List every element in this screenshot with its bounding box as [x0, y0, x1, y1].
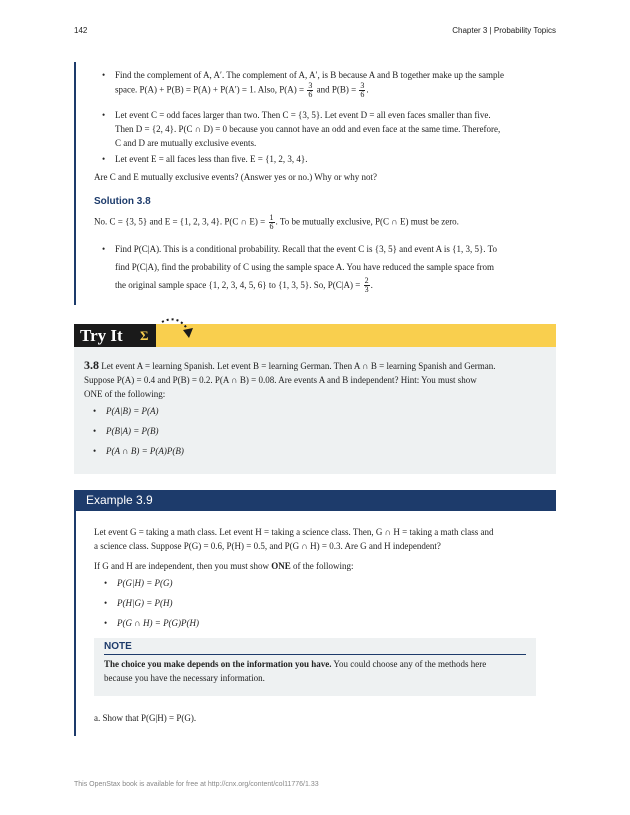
list-item [117, 596, 417, 610]
note-bold-text: The choice you make depends on the information you have. [104, 659, 332, 669]
list-item [115, 68, 545, 99]
bullet-text: Find the complement of A, A′. The complement of A, A′, is B because A and B together make up the sample [115, 70, 504, 80]
example-item: P(G|H) = P(G) [117, 578, 173, 588]
note-line: because you have the necessary information. [104, 673, 265, 683]
solution-title: Solution 3.8 [94, 196, 151, 207]
page-footer: This OpenStax book is available for free at http://cnx.org/content/col11776/1.33 [74, 781, 319, 788]
solution-text: No. C = {3, 5} and E = {1, 2, 3, 4}. P(C ∩ E) = [94, 216, 266, 227]
page-header [74, 26, 556, 40]
solution-text: . To be mutually exclusive, P(C ∩ E) must be zero. [275, 216, 459, 227]
fraction-numerator: 3 [360, 81, 365, 90]
bullet-text: and P(B) = [316, 84, 357, 95]
fraction [364, 277, 370, 294]
list-item [106, 444, 406, 458]
bullet-text: Let event E = all faces less than five. E = {1, 2, 3, 4}. [115, 154, 308, 164]
bullet-text: C and D are mutually exclusive events. [115, 138, 257, 148]
fraction-denominator: 3 [364, 285, 369, 295]
list-item [106, 424, 406, 438]
tryit-line: Let event A = learning Spanish. Let event B = learning German. Then A ∩ B = learning Spanish and German. [101, 361, 496, 371]
bullet-text: space. P(A) + P(B) = P(A) + P(A′) = 1. Also, P(A) = [115, 84, 305, 95]
fraction-denominator: 6 [360, 90, 365, 99]
tryit-item: P(A|B) = P(A) [106, 406, 159, 416]
fraction-numerator: 3 [308, 81, 313, 90]
tryit-line: ONE of the following: [84, 389, 166, 399]
fraction [269, 214, 275, 231]
fraction-numerator: 2 [364, 276, 369, 286]
list-item [106, 404, 406, 418]
page-number: 142 [74, 26, 88, 35]
fraction-denominator: 6 [269, 222, 274, 231]
tryit-number: 3.8 [84, 358, 99, 372]
bullet-text: Then D = {2, 4}. P(C ∩ D) = 0 because you cannot have an odd and even face at the same time. Therefore, [115, 124, 501, 134]
note-text [104, 657, 534, 685]
fraction-numerator: 1 [269, 213, 274, 222]
bullet-text: the original sample space {1, 2, 3, 4, 5, 6} to {1, 3, 5}. So, P(C|A) = [115, 280, 361, 290]
example-text [94, 525, 544, 553]
part-a-text: a. Show that P(G|H) = P(G). [94, 713, 197, 723]
list-item [117, 576, 417, 590]
question-text: Are C and E mutually exclusive events? (Answer yes or no.) Why or why not? [94, 172, 378, 182]
tryit-line: Suppose P(A) = 0.4 and P(B) = 0.2. P(A ∩ B) = 0.08. Are events A and B independent? Hint: You must show [84, 375, 477, 385]
tryit-item: P(B|A) = P(B) [106, 426, 159, 436]
emphasis-text: ONE [271, 561, 291, 571]
chapter-title: Chapter 3 | Probability Topics [452, 26, 556, 35]
bullet-text: . [366, 84, 369, 95]
example-title: Example 3.9 [74, 490, 556, 511]
bullet-text: . [370, 280, 373, 290]
bullet-text: find P(C|A), find the probability of C using the sample space A. You have reduced the sample space from [115, 262, 494, 272]
bullet-text: Find P(C|A). This is a conditional probability. Recall that the event C is {3, 5} and event A is {1, 3, 5}. To [115, 244, 497, 254]
note-divider [104, 654, 526, 655]
dotted-arrow-icon [160, 316, 196, 344]
tryit-item: P(A ∩ B) = P(A)P(B) [106, 446, 184, 456]
example-line: a science class. Suppose P(G) = 0.6, P(H) = 0.5, and P(G ∩ H) = 0.3. Are G and H independent? [94, 541, 441, 551]
fraction [359, 82, 365, 99]
fraction [307, 82, 313, 99]
tryit-label: Try It [74, 324, 156, 347]
example-line: of the following: [292, 561, 354, 571]
section-left-rule [74, 62, 76, 305]
sigma-icon: Σ [140, 328, 149, 343]
example-item: P(H|G) = P(H) [117, 598, 173, 608]
example-line: If G and H are independent, then you must show [94, 561, 269, 571]
tryit-text [84, 358, 546, 401]
example-line: Let event G = taking a math class. Let event H = taking a science class. Then, G ∩ H = taking a math class and [94, 527, 494, 537]
note-title: NOTE [104, 641, 132, 652]
fraction-denominator: 6 [308, 90, 313, 99]
note-line: You could choose any of the methods here [331, 659, 487, 669]
example-instruction [94, 559, 544, 573]
list-item [115, 108, 545, 150]
list-item [115, 152, 545, 166]
list-item [115, 240, 545, 294]
example-item: P(G ∩ H) = P(G)P(H) [117, 618, 200, 628]
list-item [117, 616, 417, 630]
bullet-text: Let event C = odd faces larger than two. Then C = {3, 5}. Let event D = all even faces smaller than five. [115, 110, 491, 120]
solution-line [94, 214, 544, 231]
example-left-rule [74, 511, 76, 736]
